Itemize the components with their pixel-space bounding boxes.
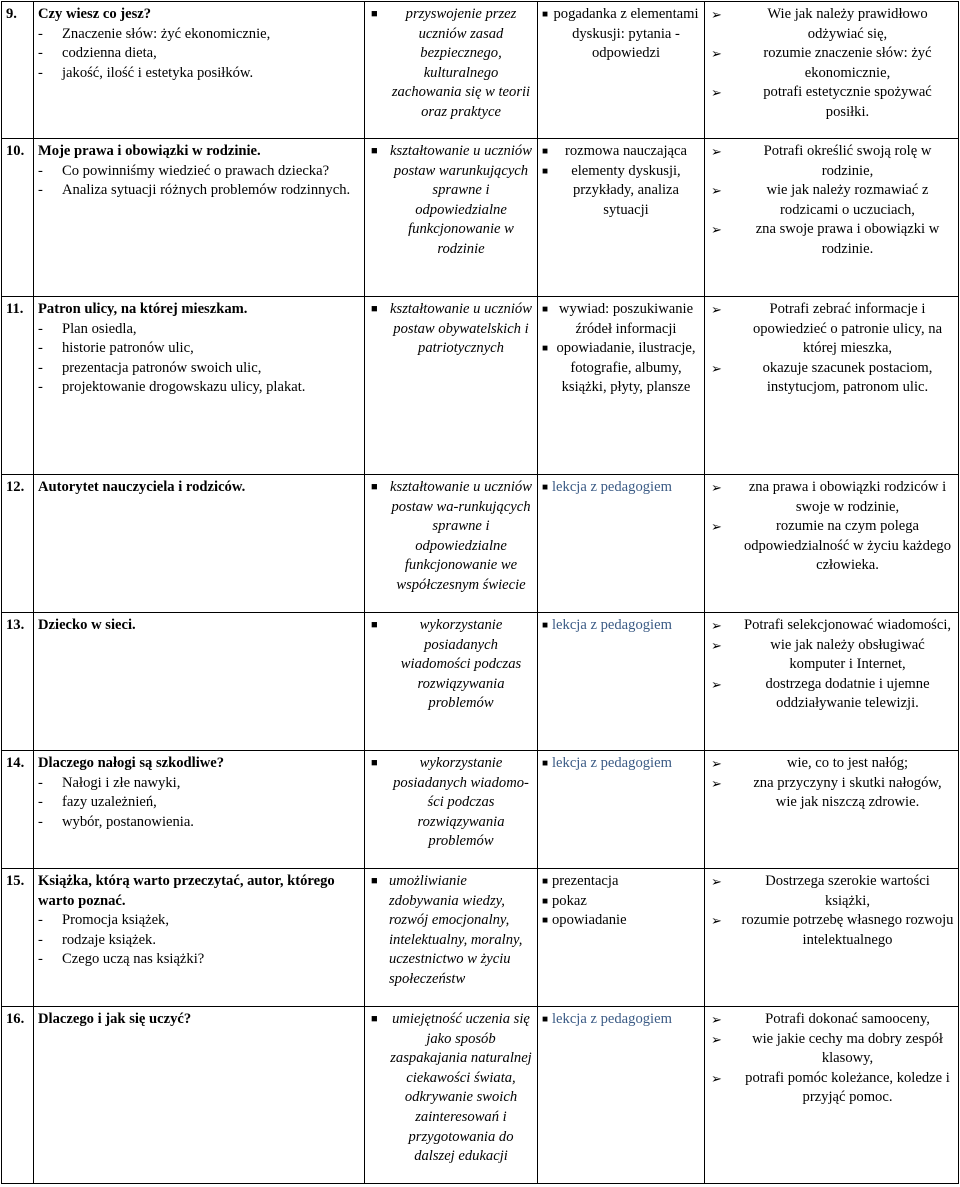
subtopic: - Promocja książek, — [38, 912, 169, 929]
subtopic: - rodzaje książek. — [38, 931, 156, 948]
outcome-cell — [705, 139, 959, 297]
topic-cell — [34, 869, 365, 1007]
table-row — [2, 613, 959, 751]
subtopic: - Co powinniśmy wiedzieć o prawach dziecka? — [38, 162, 330, 179]
method-item: ■ lekcja z pedagogiem — [542, 478, 700, 498]
topic-title: Czy wiesz co jesz? — [38, 6, 152, 22]
square-bullet-icon: ■ — [542, 1014, 549, 1025]
goal-cell — [365, 297, 538, 475]
arrowhead-bullet-icon: ➢ — [711, 222, 722, 238]
method-item: ■ pokaz — [542, 892, 700, 912]
arrowhead-bullet-icon: ➢ — [711, 360, 722, 376]
outcome-cell — [705, 751, 959, 869]
topic-cell — [34, 475, 365, 613]
outcome-item: ➢ rozumie znaczenie słów: żyć ekonomicznie, — [709, 44, 954, 83]
topic-cell — [34, 1007, 365, 1184]
arrowhead-bullet-icon: ➢ — [711, 183, 722, 199]
method-item: ■ prezentacja — [542, 872, 700, 892]
outcome-item: ➢ zna swoje prawa i obowiązki w rodzinie. — [709, 220, 954, 259]
method-cell — [538, 1007, 705, 1184]
arrowhead-bullet-icon: ➢ — [711, 637, 722, 653]
arrowhead-bullet-icon: ➢ — [711, 7, 722, 22]
square-bullet-icon: ■ — [542, 915, 549, 927]
arrowhead-bullet-icon: ➢ — [711, 676, 722, 692]
square-bullet-icon: ■ — [371, 1013, 378, 1025]
goal-cell — [365, 869, 538, 1007]
subtopic: - prezentacja patronów swoich ulic, — [38, 359, 262, 376]
method-item: ■ wywiad: poszukiwanie źródeł informacji — [542, 300, 700, 339]
square-bullet-icon: ■ — [371, 303, 378, 315]
arrowhead-bullet-icon: ➢ — [711, 756, 722, 771]
outcome-item: ➢ potrafi pomóc koleżance, koledze i przyjąć pomoc. — [709, 1069, 954, 1108]
outcome-cell — [705, 613, 959, 751]
table-row — [2, 139, 959, 297]
outcome-item: ➢ Potrafi dokonać samooceny, — [709, 1010, 954, 1030]
goal-item: ■ kształtowanie u uczniów postaw obywatelskich i patriotycznych — [369, 300, 533, 359]
subtopic: - Czego uczą nas książki? — [38, 951, 205, 968]
square-bullet-icon: ■ — [542, 895, 549, 907]
topic-cell — [34, 139, 365, 297]
outcome-cell — [705, 869, 959, 1007]
square-bullet-icon: ■ — [371, 619, 378, 631]
method-item: ■ lekcja z pedagogiem — [542, 754, 700, 774]
subtopic: - fazy uzależnień, — [38, 794, 157, 811]
square-bullet-icon: ■ — [371, 757, 378, 769]
goal-cell — [365, 1007, 538, 1184]
topic-title: Autorytet nauczyciela i rodziców. — [38, 479, 246, 495]
goal-cell — [365, 613, 538, 751]
method-item: ■ pogadanka z elementami dyskusji: pytania - odpowiedzi — [542, 5, 700, 64]
outcome-item: ➢ zna przyczyny i skutki nałogów, wie jak niszczą zdrowie. — [709, 774, 954, 813]
outcome-item: ➢ Dostrzega szerokie wartości książki, — [709, 872, 954, 911]
subtopic: - codzienna dieta, — [38, 45, 157, 62]
goal-item: ■ umożliwianie zdobywania wiedzy, rozwój emocjonalny, intelektualny, moralny, uczestnictwo w życiu społeczeństw — [369, 872, 533, 990]
outcome-item: ➢ dostrzega dodatnie i ujemne oddziaływanie telewizji. — [709, 675, 954, 714]
outcome-item: ➢ wie, co to jest nałóg; — [709, 754, 954, 774]
square-bullet-icon: ■ — [371, 145, 378, 157]
lesson-number: 16. — [2, 1007, 34, 1184]
subtopic: - historie patronów ulic, — [38, 340, 194, 357]
square-bullet-icon: ■ — [542, 9, 549, 20]
table-row — [2, 297, 959, 475]
lesson-number: 10. — [2, 139, 34, 297]
outcome-item: ➢ Potrafi selekcjonować wiadomości, — [709, 616, 954, 636]
topic-cell — [34, 297, 365, 475]
square-bullet-icon: ■ — [371, 8, 378, 20]
square-bullet-icon: ■ — [542, 304, 549, 315]
square-bullet-icon: ■ — [542, 343, 549, 355]
subtopic: - Plan osiedla, — [38, 320, 137, 337]
subtopic: - jakość, ilość i estetyka posiłków. — [38, 64, 254, 81]
arrowhead-bullet-icon: ➢ — [711, 144, 722, 159]
topic-title: Moje prawa i obowiązki w rodzinie. — [38, 143, 261, 159]
method-item: ■ lekcja z pedagogiem — [542, 616, 700, 636]
arrowhead-bullet-icon: ➢ — [711, 46, 722, 62]
goal-cell — [365, 139, 538, 297]
table-row — [2, 869, 959, 1007]
outcome-item: ➢ wie jak należy rozmawiać z rodzicami o uczuciach, — [709, 181, 954, 220]
method-cell — [538, 297, 705, 475]
method-cell — [538, 2, 705, 139]
goal-item: ■ wykorzystanie posiadanych wiadomości podczas rozwiązywania problemów — [369, 616, 533, 714]
square-bullet-icon: ■ — [371, 875, 378, 887]
arrowhead-bullet-icon: ➢ — [711, 85, 722, 101]
arrowhead-bullet-icon: ➢ — [711, 775, 722, 791]
table-row — [2, 1007, 959, 1184]
outcome-item: ➢ zna prawa i obowiązki rodziców i swoje w rodzinie, — [709, 478, 954, 517]
arrowhead-bullet-icon: ➢ — [711, 618, 722, 633]
arrowhead-bullet-icon: ➢ — [711, 1070, 722, 1086]
outcome-item: ➢ Wie jak należy prawidłowo odżywiać się, — [709, 5, 954, 44]
method-cell — [538, 751, 705, 869]
topic-title: Dlaczego nałogi są szkodliwe? — [38, 755, 225, 771]
lesson-number: 12. — [2, 475, 34, 613]
topic-title: Dlaczego i jak się uczyć? — [38, 1011, 192, 1027]
goal-item: ■ umiejętność uczenia się jako sposób zaspakajania naturalnej ciekawości świata, odkrywanie swoich zainteresowań i przygotowania do dalszej edukacji — [369, 1010, 533, 1167]
lesson-number: 9. — [2, 2, 34, 139]
goal-item: ■ przyswojenie przez uczniów zasad bezpiecznego, kulturalnego zachowania się w teorii oraz praktyce — [369, 5, 533, 123]
method-item: ■ elementy dyskusji, przykłady, analiza sytuacji — [542, 162, 700, 221]
square-bullet-icon: ■ — [542, 876, 549, 887]
topic-cell — [34, 2, 365, 139]
method-item: ■ opowiadanie, ilustracje, fotografie, albumy, książki, płyty, plansze — [542, 339, 700, 398]
subtopic: - Znaczenie słów: żyć ekonomicznie, — [38, 25, 271, 42]
lesson-number: 14. — [2, 751, 34, 869]
lesson-number: 13. — [2, 613, 34, 751]
method-item: ■ lekcja z pedagogiem — [542, 1010, 700, 1030]
arrowhead-bullet-icon: ➢ — [711, 1031, 722, 1047]
table-row — [2, 475, 959, 613]
subtopic: - Analiza sytuacji różnych problemów rodzinnych. — [38, 182, 351, 199]
arrowhead-bullet-icon: ➢ — [711, 519, 722, 535]
lesson-number: 11. — [2, 297, 34, 475]
outcome-item: ➢ rozumie potrzebę własnego rozwoju intelektualnego — [709, 911, 954, 950]
square-bullet-icon: ■ — [542, 146, 549, 157]
arrowhead-bullet-icon: ➢ — [711, 302, 722, 317]
topic-title: Patron ulicy, na której mieszkam. — [38, 301, 248, 317]
topic-title: Dziecko w sieci. — [38, 617, 136, 633]
arrowhead-bullet-icon: ➢ — [711, 913, 722, 929]
outcome-cell — [705, 475, 959, 613]
square-bullet-icon: ■ — [371, 481, 378, 493]
outcome-item: ➢ rozumie na czym polega odpowiedzialność w życiu każdego człowieka. — [709, 517, 954, 576]
outcome-item: ➢ wie jakie cechy ma dobry zespół klasowy, — [709, 1030, 954, 1069]
square-bullet-icon: ■ — [542, 758, 549, 769]
arrowhead-bullet-icon: ➢ — [711, 874, 722, 889]
goal-cell — [365, 475, 538, 613]
lesson-number: 15. — [2, 869, 34, 1007]
outcome-item: ➢ okazuje szacunek postaciom, instytucjom, patronom ulic. — [709, 359, 954, 398]
outcome-cell — [705, 297, 959, 475]
method-cell — [538, 139, 705, 297]
method-item: ■ opowiadanie — [542, 911, 700, 931]
outcome-cell — [705, 2, 959, 139]
method-cell — [538, 475, 705, 613]
table-row — [2, 751, 959, 869]
curriculum-table-body — [2, 2, 959, 1184]
curriculum-table — [1, 1, 959, 1184]
topic-title: Książka, którą warto przeczytać, autor, którego warto poznać. — [38, 873, 335, 909]
subtopic: - projektowanie drogowskazu ulicy, plakat. — [38, 379, 306, 396]
topic-cell — [34, 751, 365, 869]
topic-cell — [34, 613, 365, 751]
method-cell — [538, 613, 705, 751]
table-row — [2, 2, 959, 139]
outcome-cell — [705, 1007, 959, 1184]
arrowhead-bullet-icon: ➢ — [711, 480, 722, 495]
goal-cell — [365, 2, 538, 139]
subtopic: - Nałogi i złe nawyki, — [38, 774, 181, 791]
goal-item: ■ kształtowanie u uczniów postaw warunkujących sprawne i odpowiedzialne funkcjonowanie w rodzinie — [369, 142, 533, 260]
square-bullet-icon: ■ — [542, 620, 549, 631]
square-bullet-icon: ■ — [542, 482, 549, 493]
outcome-item: ➢ potrafi estetycznie spożywać posiłki. — [709, 83, 954, 122]
outcome-item: ➢ Potrafi określić swoją rolę w rodzinie, — [709, 142, 954, 181]
goal-item: ■ wykorzystanie posiadanych wiadomo-ści podczas rozwiązywania problemów — [369, 754, 533, 852]
square-bullet-icon: ■ — [542, 165, 549, 177]
goal-cell — [365, 751, 538, 869]
subtopic: - wybór, postanowienia. — [38, 813, 194, 830]
outcome-item: ➢ Potrafi zebrać informacje i opowiedzieć o patronie ulicy, na której mieszka, — [709, 300, 954, 359]
outcome-item: ➢ wie jak należy obsługiwać komputer i Internet, — [709, 636, 954, 675]
method-cell — [538, 869, 705, 1007]
arrowhead-bullet-icon: ➢ — [711, 1012, 722, 1027]
goal-item: ■ kształtowanie u uczniów postaw wa-runkujących sprawne i odpowiedzialne funkcjonowanie we współczesnym świecie — [369, 478, 533, 596]
method-item: ■ rozmowa nauczająca — [542, 142, 700, 162]
